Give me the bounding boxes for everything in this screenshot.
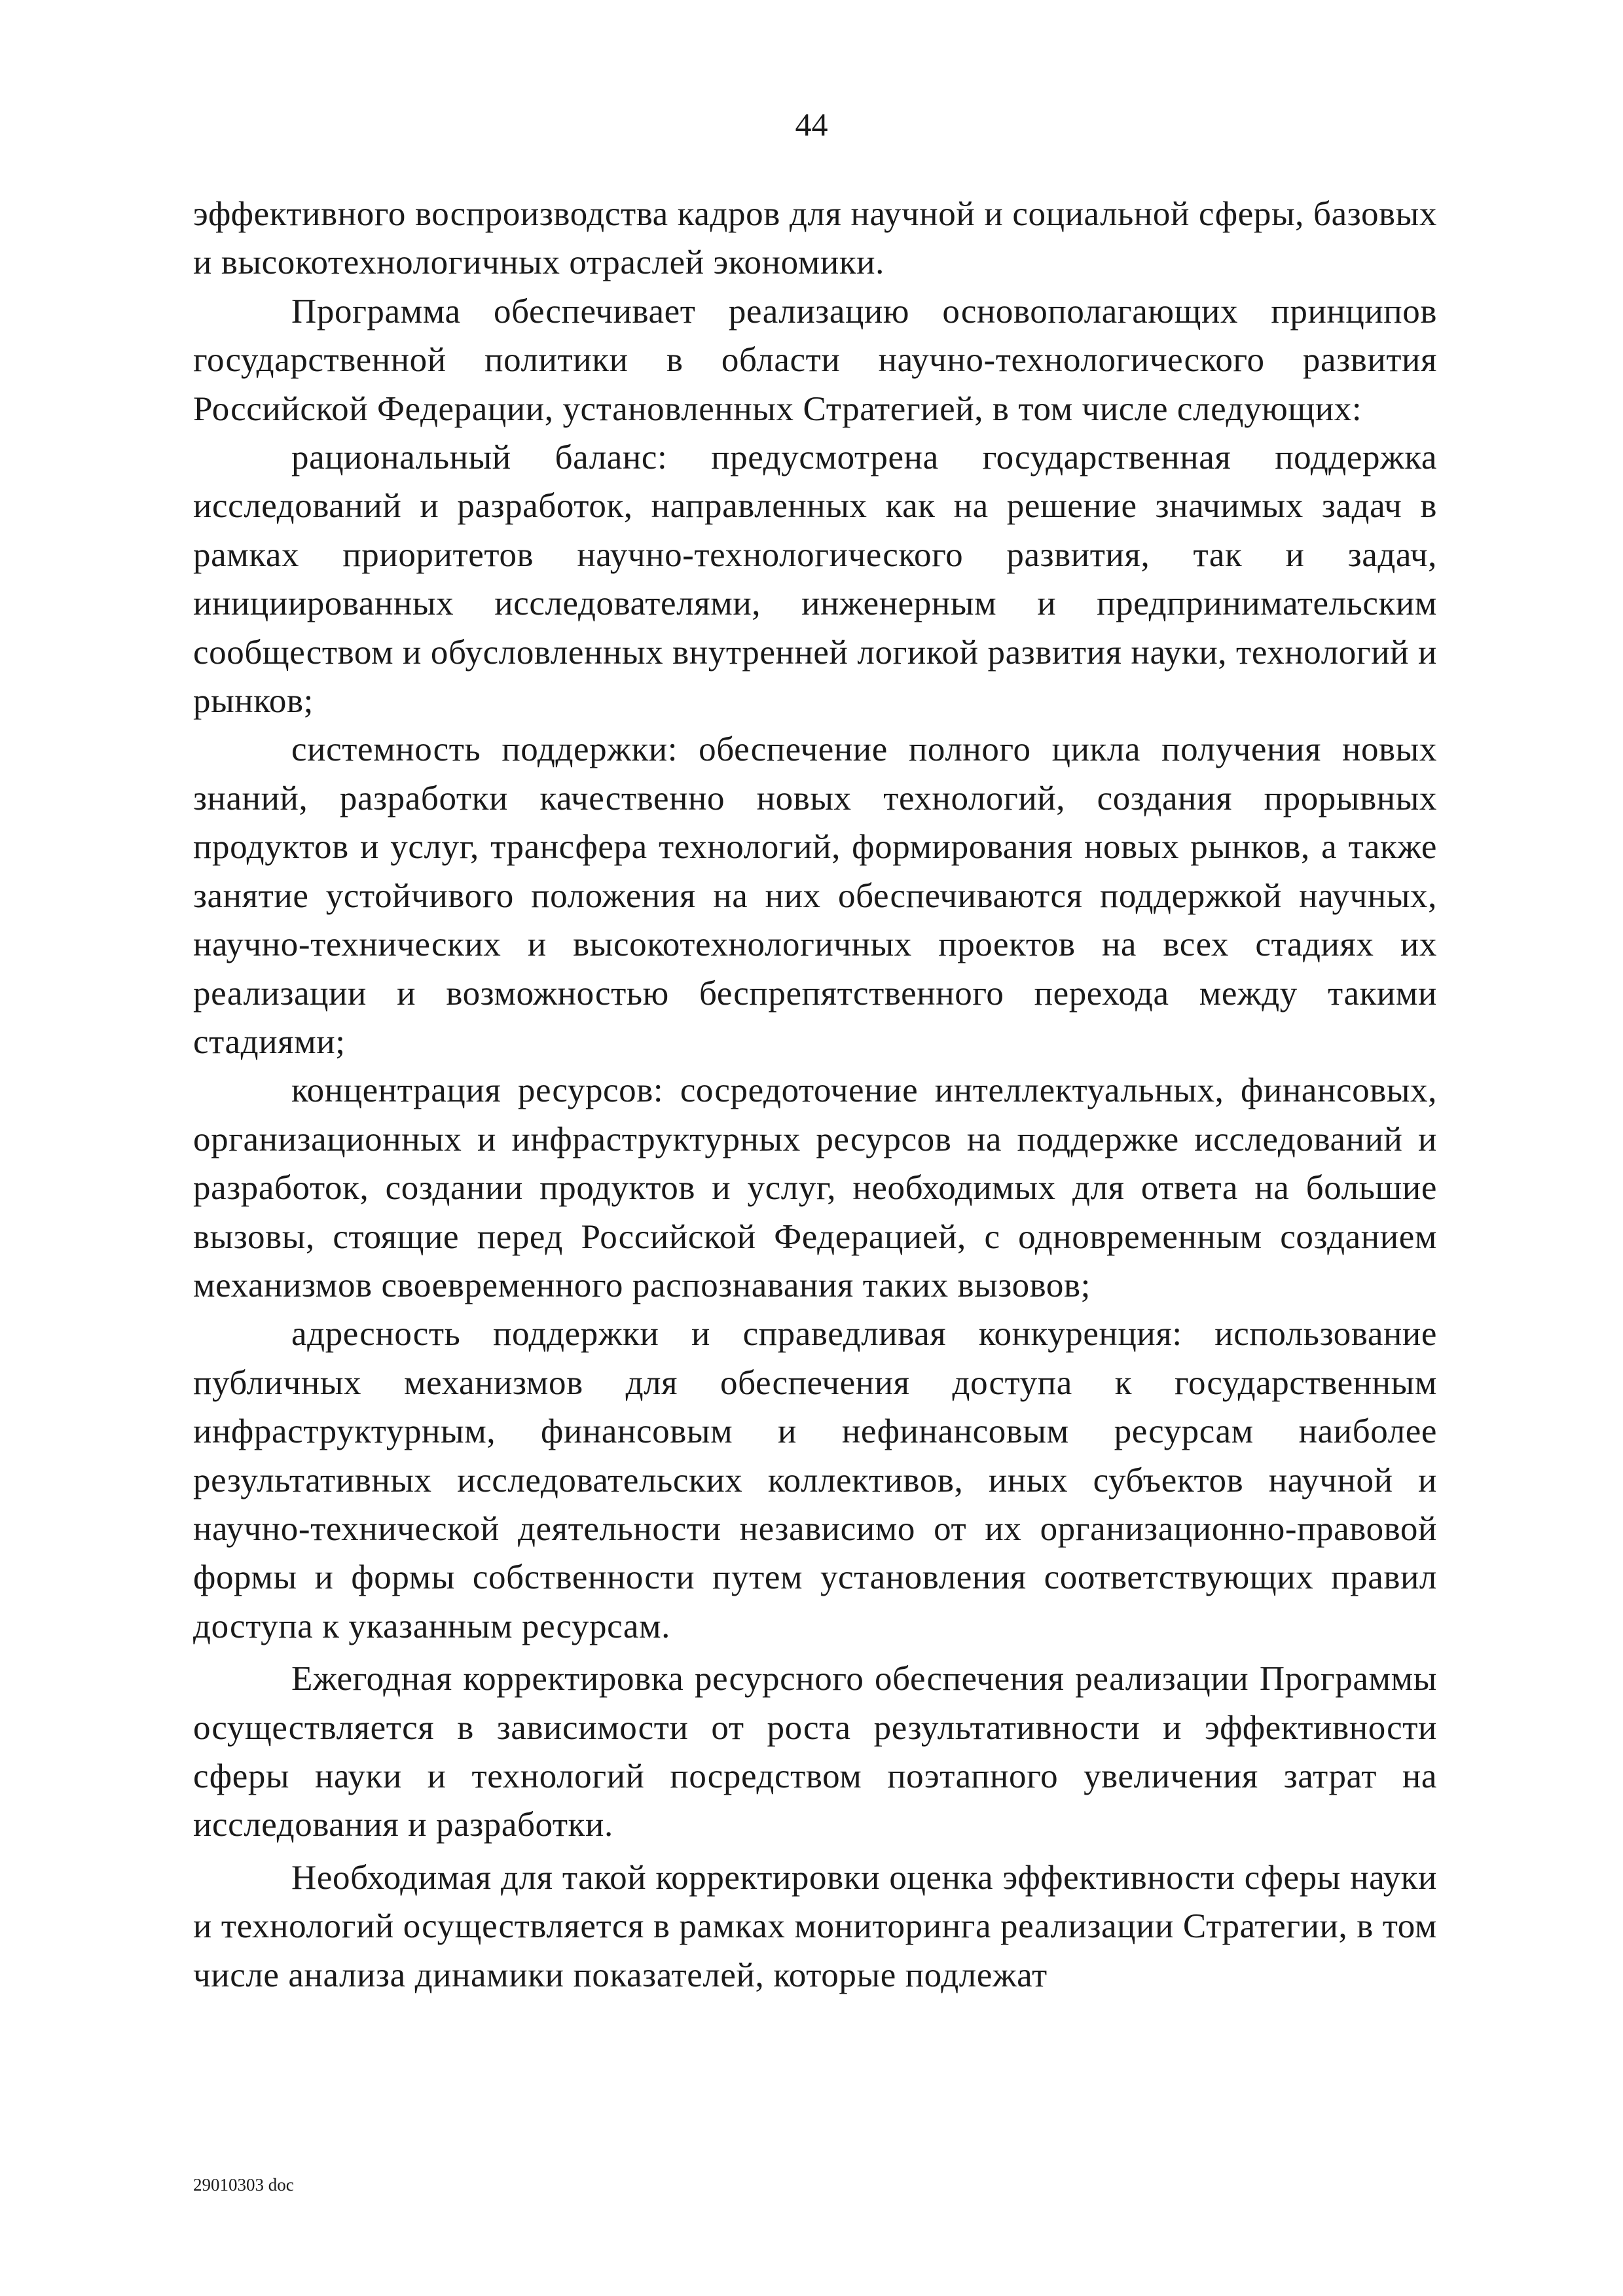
document-body — [193, 190, 1437, 2000]
paragraph-systemic-support: системность поддержки: обеспечение полного цикла получения новых знаний, разработки качественно новых технологий, создания прорывных продуктов и услуг, трансфера технологий, формирования новых рынков, а также занятие устойчивого положения на них обеспечиваются поддержкой научных, научно-технических и высокотехнологичных проектов на всех стадиях их реализации и возможностью беспрепятственного перехода между такими стадиями; — [193, 730, 1437, 1061]
page-number: 44 — [795, 106, 828, 143]
paragraph-rational-balance: рациональный баланс: предусмотрена государственная поддержка исследований и разработок, направленных как на решение значимых задач в рамках приоритетов научно-технологического развития, так и задач, инициированных исследователями, инженерным и предпринимательским сообществом и обусловленных внутренней логикой развития науки, технологий и рынков; — [193, 439, 1437, 721]
paragraph-continuation: эффективного воспроизводства кадров для научной и социальной сферы, базовых и высокотехнологичных отраслей экономики. — [193, 195, 1437, 282]
paragraph-efficiency-assessment: Необходимая для такой корректировки оценка эффективности сферы науки и технологий осуществляется в рамках мониторинга реализации Стратегии, в том числе анализа динамики показателей, которые подлежат — [193, 1858, 1437, 1994]
paragraph-program-principles: Программа обеспечивает реализацию основополагающих принципов государственной политики в области научно-технологического развития Российской Федерации, установленных Стратегией, в том числе следующих: — [193, 292, 1437, 428]
paragraph-annual-adjustment: Ежегодная корректировка ресурсного обеспечения реализации Программы осуществляется в зависимости от роста результативности и эффективности сферы науки и технологий посредством поэтапного увеличения затрат на исследования и разработки. — [193, 1660, 1437, 1844]
paragraph-targeted-support: адресность поддержки и справедливая конкуренция: использование публичных механизмов для обеспечения доступа к государственным инфраструктурным, финансовым и нефинансовым ресурсам наиболее результативных исследовательских коллективов, иных субъектов научной и научно-технической деятельности независимо от их организационно-правовой формы и формы собственности путем установления соответствующих правил доступа к указанным ресурсам. — [193, 1315, 1437, 1645]
document-code: 29010303 doc — [193, 2175, 294, 2195]
paragraph-resource-concentration: концентрация ресурсов: сосредоточение интеллектуальных, финансовых, организационных и инфраструктурных ресурсов на поддержке исследований и разработок, создании продуктов и услуг, необходимых для ответа на большие вызовы, стоящие перед Российской Федерацией, с одновременным созданием механизмов своевременного распознавания таких вызовов; — [193, 1071, 1437, 1304]
